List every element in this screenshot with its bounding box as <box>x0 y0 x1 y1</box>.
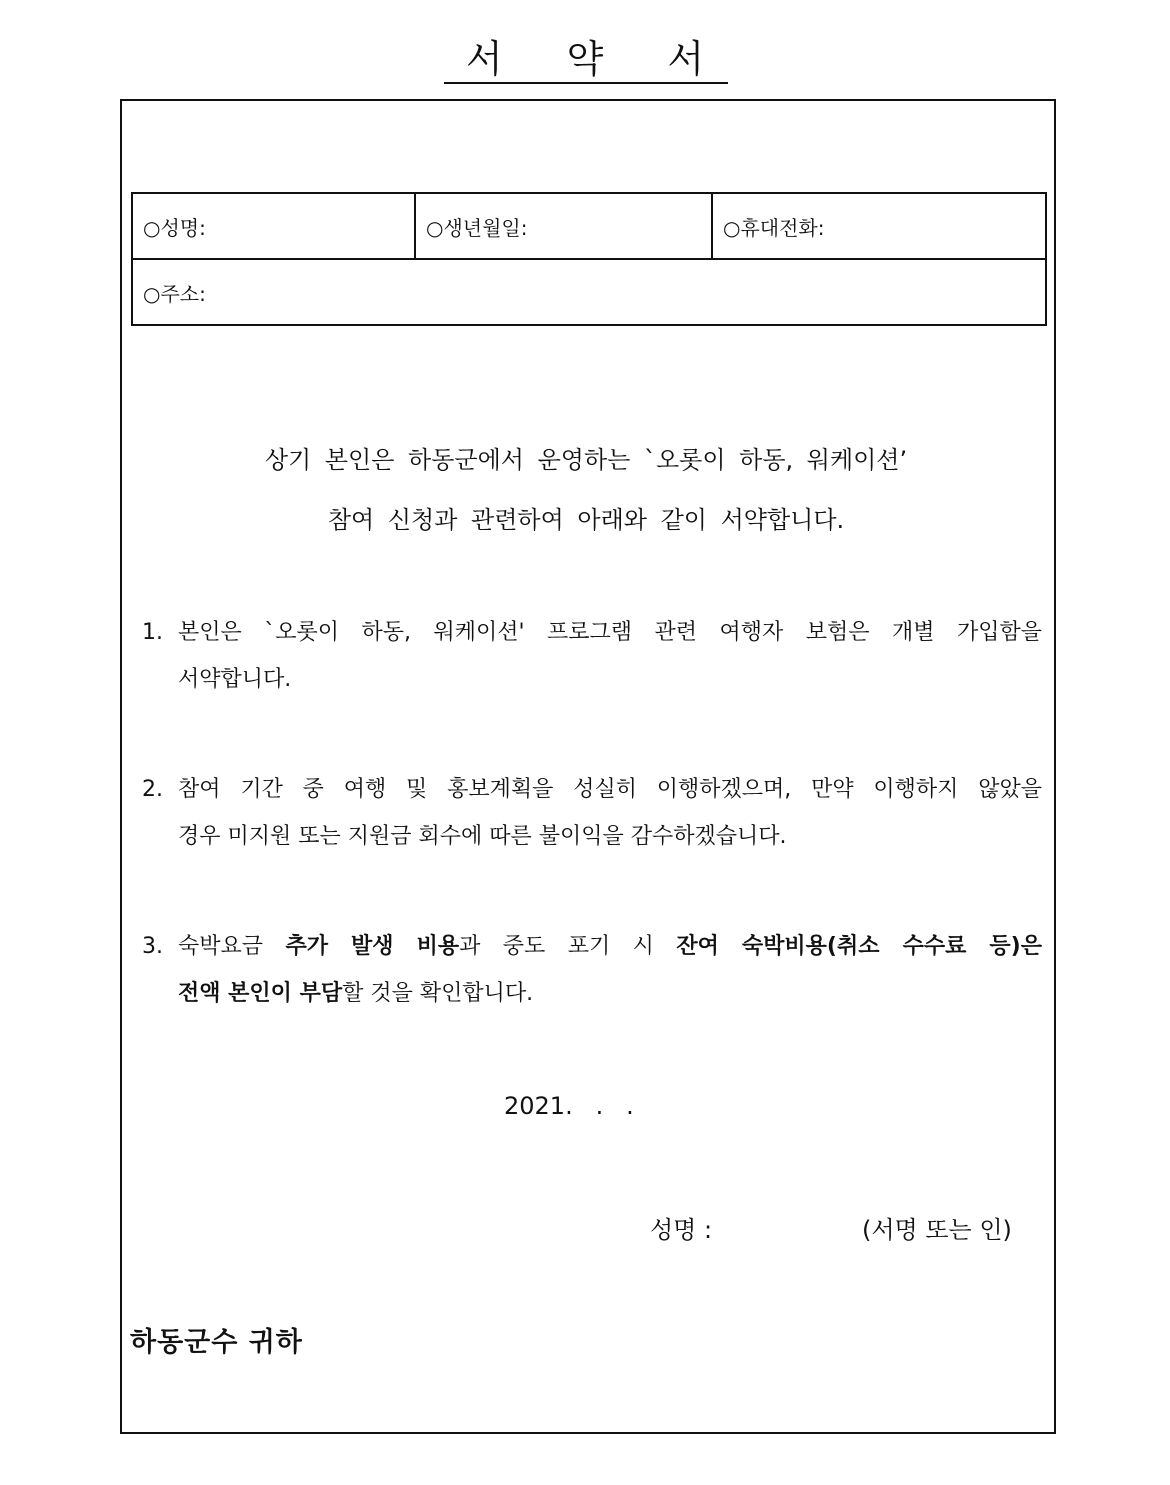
pledge-item-3 <box>142 923 1042 1017</box>
addressee: 하동군수 귀하 <box>130 1327 303 1358</box>
pledge-item-number: 3. <box>142 934 163 959</box>
intro-line-2: 참여 신청과 관련하여 아래와 같이 서약합니다. <box>327 506 845 534</box>
address-field[interactable]: ○주소: <box>132 259 1046 325</box>
pledge-item-text <box>178 923 1042 970</box>
document-title: 서 약 서 <box>444 36 728 84</box>
pledge-item-1 <box>142 609 1042 703</box>
pledge-text-plain: 할 것을 확인합니다. <box>342 981 534 1006</box>
pledge-item-text: 참여 기간 중 여행 및 홍보계획을 성실히 이행하겠으며, 만약 이행하지 않았을 <box>178 777 1042 802</box>
pledge-item-number: 2. <box>142 777 163 802</box>
pledge-item-text-cont <box>142 970 1042 1017</box>
birthdate-field[interactable]: ○생년월일: <box>415 193 712 259</box>
signature-note[interactable]: (서명 또는 인) <box>862 1216 1012 1244</box>
applicant-info-table <box>131 192 1047 326</box>
pledge-item-2 <box>142 766 1042 860</box>
pledge-item-text: 본인은 `오롯이 하동, 워케이션' 프로그램 관련 여행자 보험은 개별 가입함을 <box>178 620 1042 645</box>
signature-label: 성명 : <box>650 1216 713 1244</box>
pledge-item-text-cont: 서약합니다. <box>178 667 292 692</box>
pledge-text-bold: 전액 본인이 부담 <box>178 981 343 1006</box>
pledge-text-plain: 숙박요금 <box>178 934 286 959</box>
name-field[interactable]: ○성명: <box>132 193 415 259</box>
pledge-text-bold: 추가 발생 비용 <box>285 934 460 959</box>
pledge-text-bold: 잔여 숙박비용(취소 수수료 등)은 <box>676 934 1042 959</box>
pledge-item-number: 1. <box>142 620 163 645</box>
pledge-item-text-cont: 경우 미지원 또는 지원금 회수에 따른 불이익을 감수하겠습니다. <box>178 824 787 849</box>
date-field[interactable]: 2021. . . <box>504 1092 634 1120</box>
pledge-text-plain: 과 중도 포기 시 <box>459 934 677 959</box>
intro-line-1: 상기 본인은 하동군에서 운영하는 `오롯이 하동, 워케이션’ <box>264 446 908 474</box>
phone-field[interactable]: ○휴대전화: <box>712 193 1046 259</box>
